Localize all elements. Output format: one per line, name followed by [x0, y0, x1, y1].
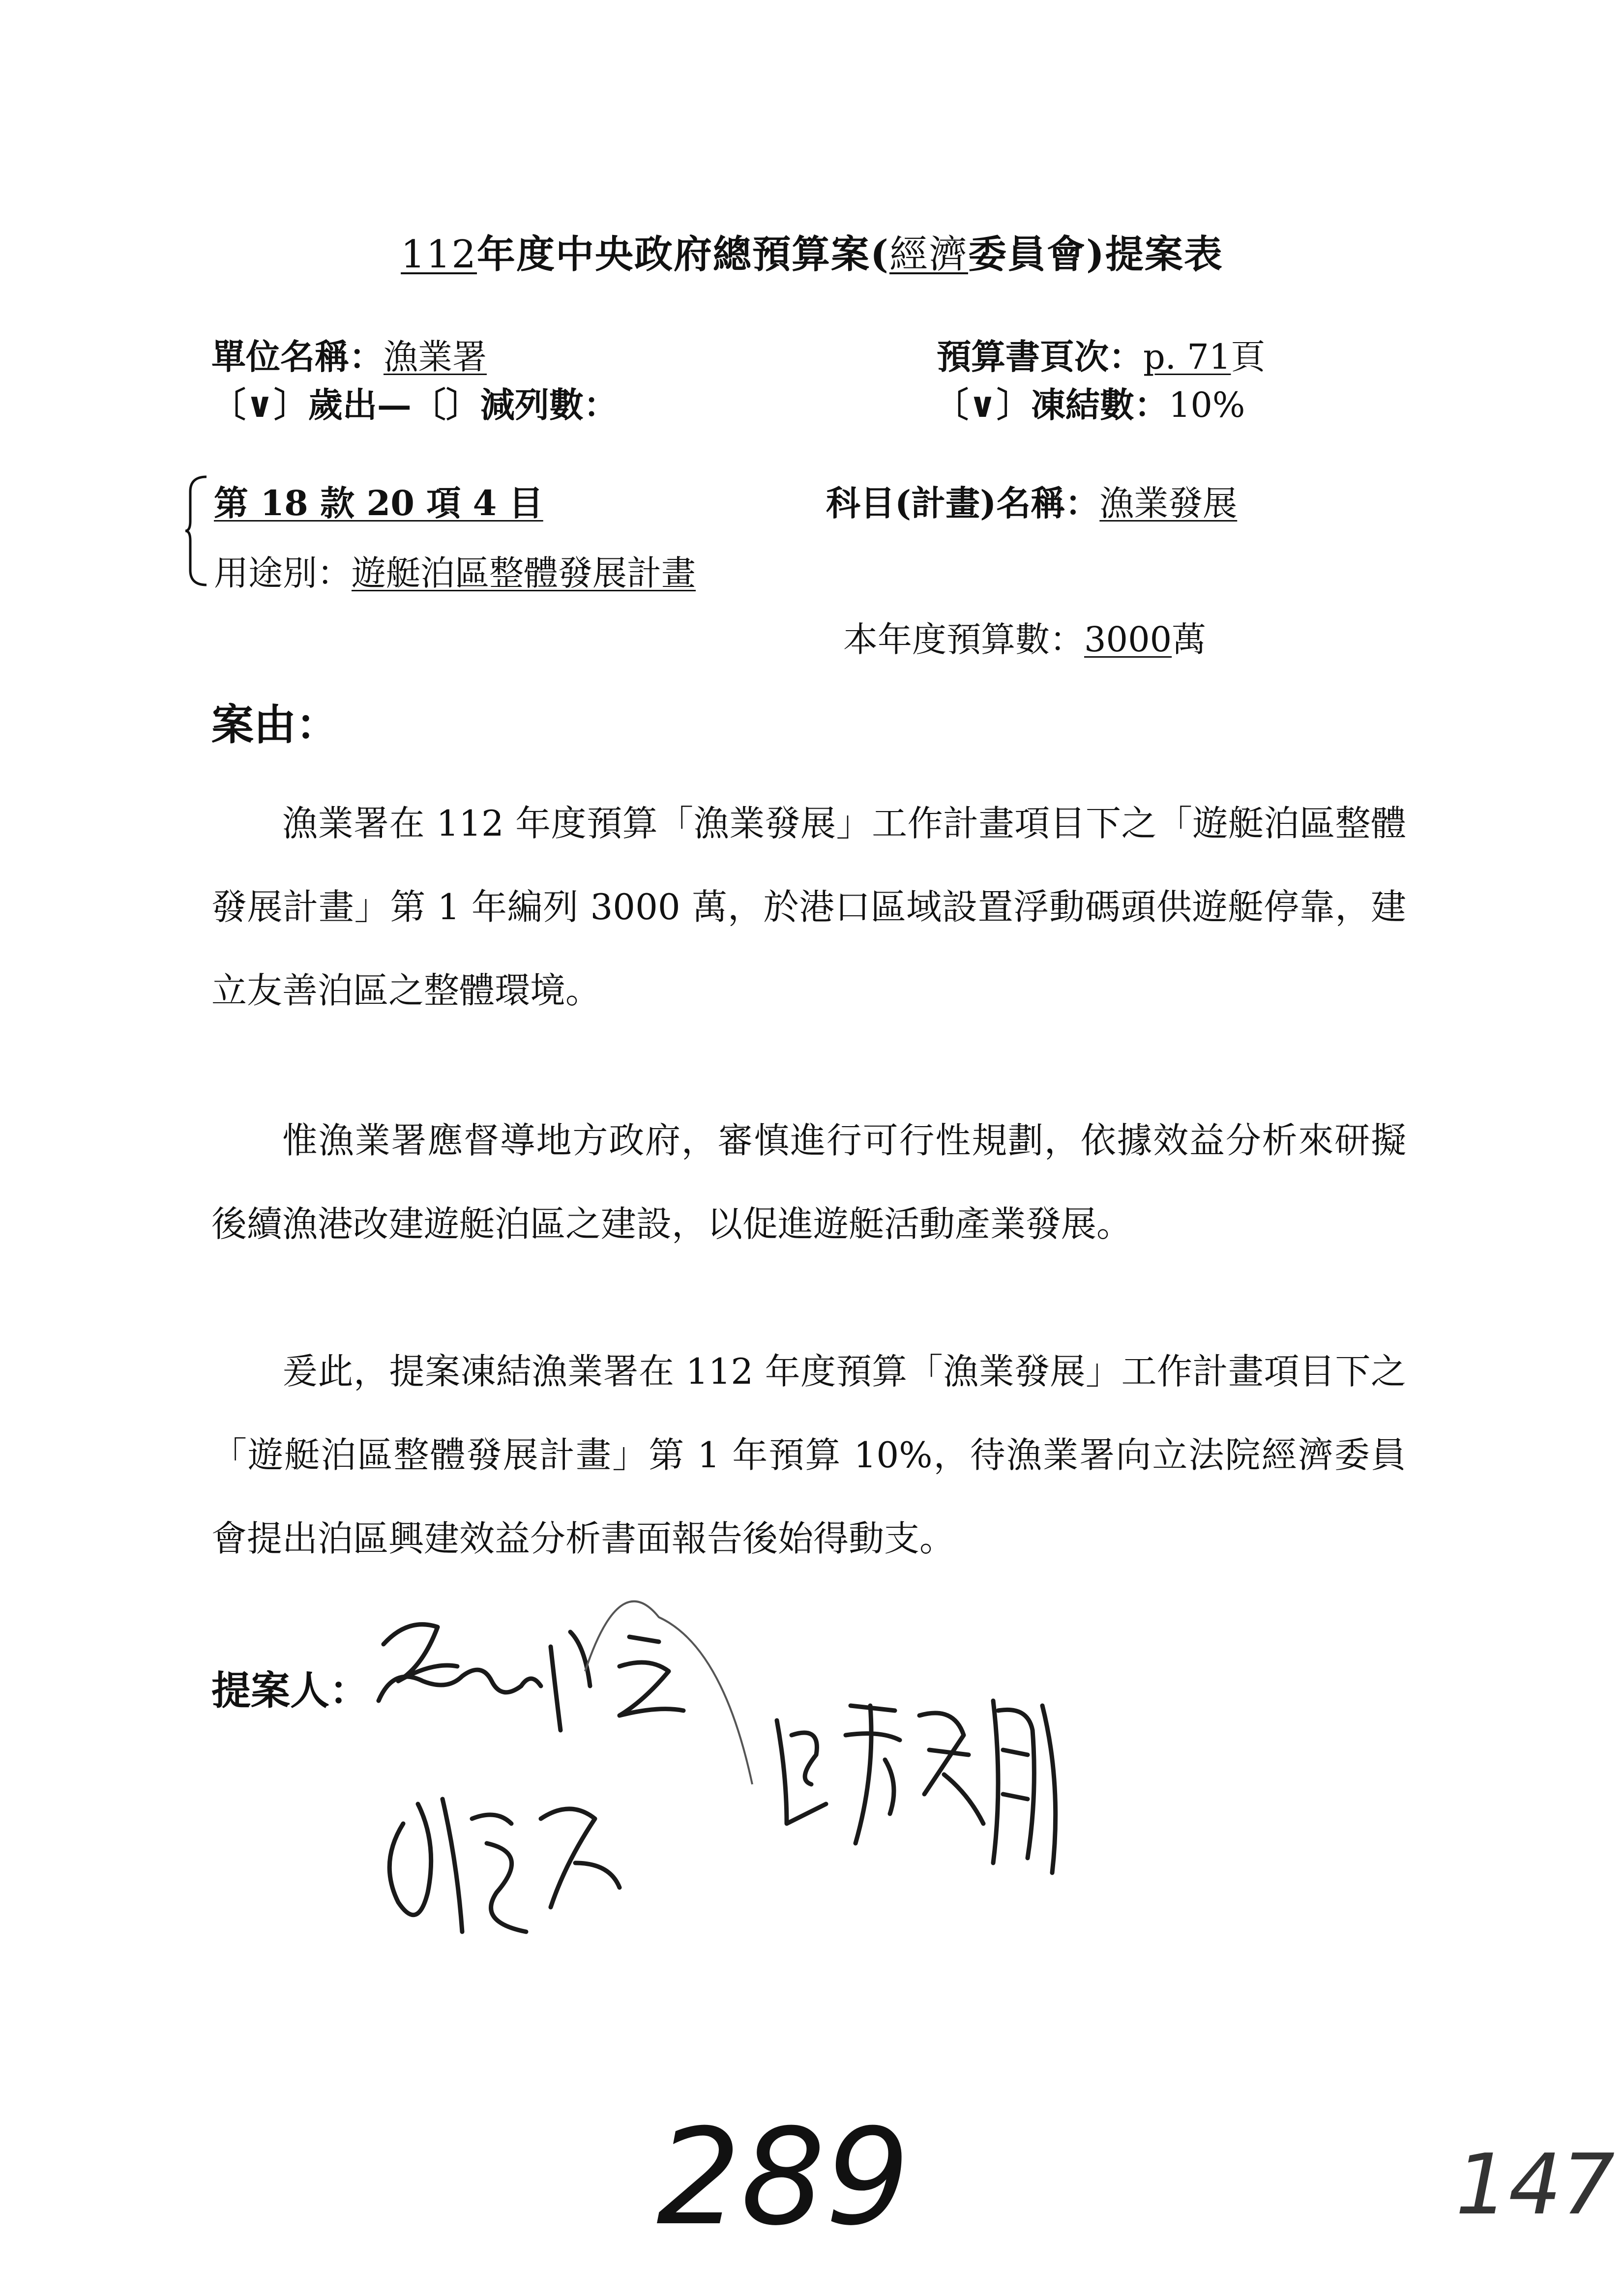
budget-page-value: p. 71 [1143, 337, 1231, 377]
unit-name-row [211, 329, 487, 379]
handwritten-corner-number: 147 [1455, 2136, 1615, 2234]
title-year: 112 [401, 233, 477, 277]
item-reference-text: 第 18 款 20 項 4 目 [214, 483, 543, 523]
paragraph-1: 漁業署在 112 年度預算「漁業發展」工作計畫項目下之「遊艇泊區整體發展計畫」第 1 年編列 3000 萬，於港口區域設置浮動碼頭供遊艇停靠，建立友善泊區之整體環境。 [211, 803, 1406, 1011]
usage-label: 用途別： [214, 553, 352, 593]
paragraph-2: 惟漁業署應督導地方政府，審慎進行可行性規劃，依據效益分析來研擬後續漁港改建遊艇泊區之建設，以促進遊艇活動產業發展。 [211, 1120, 1406, 1245]
annual-budget-row [843, 612, 1206, 662]
annual-budget-label: 本年度預算數： [843, 619, 1084, 660]
budget-page-label: 預算書頁次： [937, 336, 1143, 377]
subject-label: 科目(計畫)名稱： [826, 483, 1100, 523]
freeze-row [934, 378, 1245, 427]
page-title [0, 224, 1624, 279]
unit-name-label: 單位名稱： [211, 336, 384, 377]
freeze-label: 〔∨〕凍結數： [934, 384, 1169, 425]
expense-reduction-row: 〔∨〕歲出—〔〕減列數： [211, 384, 618, 425]
usage-row [214, 546, 696, 595]
proposer-label: 提案人： [211, 1667, 369, 1714]
budget-page-row [937, 329, 1265, 379]
annual-budget-value: 3000 [1084, 619, 1172, 660]
unit-name-value: 漁業署 [384, 337, 487, 377]
item-reference [214, 476, 543, 525]
title-text-1: 年度中央政府總預算案( [477, 232, 889, 277]
handwritten-page-number: 289 [656, 2100, 910, 2255]
left-brace [184, 474, 209, 587]
annual-budget-unit: 萬 [1172, 619, 1207, 660]
handwritten-signatures [364, 1588, 1101, 1966]
reason-heading: 案由： [211, 700, 338, 750]
paragraph-3: 爰此，提案凍結漁業署在 112 年度預算「漁業發展」工作計畫項目下之「遊艇泊區整體發展計畫」第 1 年預算 10%，待漁業署向立法院經濟委員會提出泊區興建效益分析書面報告後始得動支。 [211, 1351, 1406, 1559]
title-text-2: 委員會)提案表 [968, 232, 1223, 277]
budget-page-suffix: 頁 [1231, 337, 1266, 377]
freeze-value: 10% [1168, 385, 1245, 425]
subject-row [826, 476, 1237, 525]
title-committee: 經濟 [889, 233, 968, 277]
subject-value: 漁業發展 [1099, 483, 1238, 523]
usage-value: 遊艇泊區整體發展計畫 [352, 553, 696, 593]
